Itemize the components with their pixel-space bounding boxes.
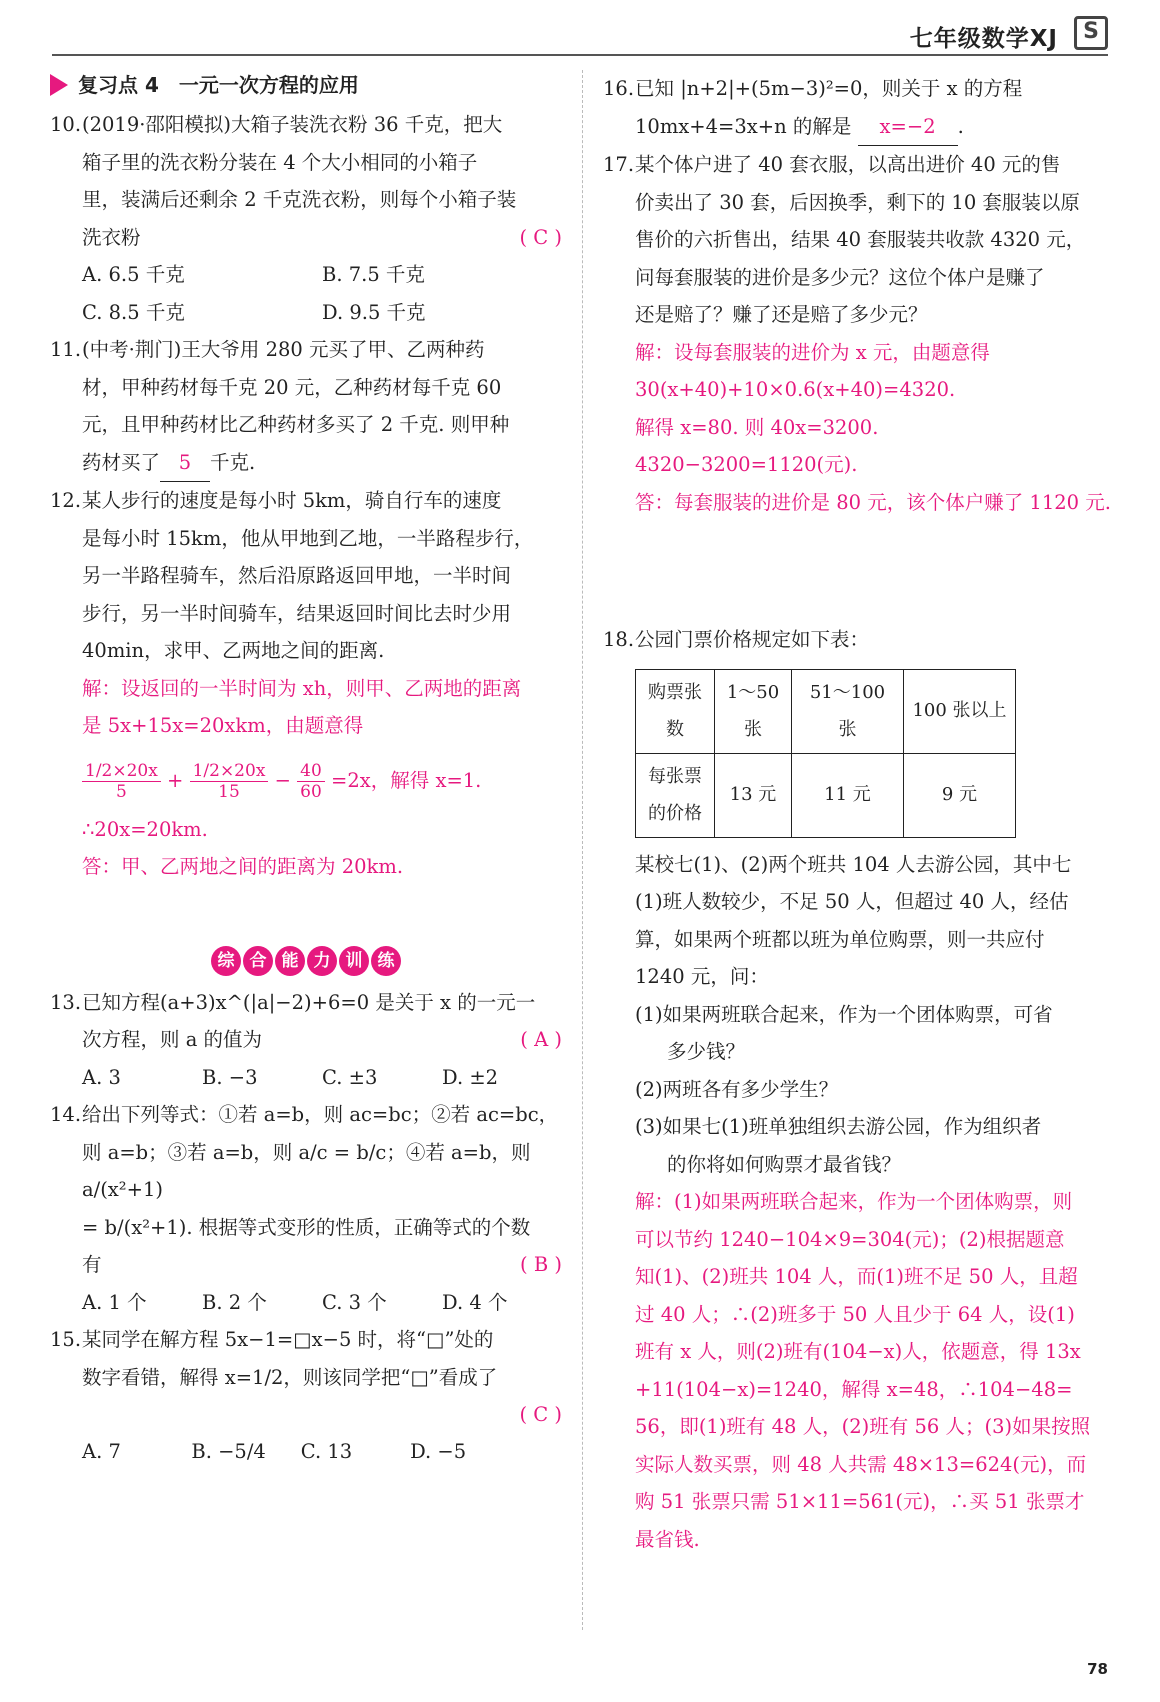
question-13: 13.已知方程(a+3)x^(|a|−2)+6=0 是关于 x 的一元一 次方程，则 a 的值为 ( A ) A. 3 B. −3 C. ±3 D. ±2 [50, 984, 562, 1097]
table-cell: 每张票的价格 [636, 753, 715, 837]
answer-15: ( C ) [519, 1403, 562, 1426]
question-15: 15.某同学在解方程 5x−1=□x−5 时，将“□”处的 数字看错，解得 x=1/2，则该同学把“□”看成了 ( C ) A. 7 B. −5/4 C. 13 D. −5 [50, 1321, 562, 1471]
table-header-cell: 51～100 张 [792, 669, 904, 753]
answer-blank-11: 5 [160, 444, 210, 483]
options-14: A. 1 个 B. 2 个 C. 3 个 D. 4 个 [82, 1290, 508, 1314]
equation-12: $\frac{1/2\times 20x}{5}$ + $\frac{1/2\times 20x}{15}$ − $\frac{40}{60}$ =2x，解得 x=1. [50, 751, 562, 811]
publisher-logo-icon: S [1074, 16, 1108, 50]
page-header [52, 14, 1108, 56]
right-column [603, 70, 1113, 1558]
table-header-cell: 1～50 张 [715, 669, 792, 753]
table-cell: 13 元 [715, 753, 792, 837]
options-15: A. 7 B. −5/4 C. 13 D. −5 [82, 1440, 467, 1463]
left-column [50, 70, 562, 1471]
triangle-icon [50, 74, 68, 96]
question-11: 11.(中考·荆门)王大爷用 280 元买了甲、乙两种药 材，甲种药材每千克 20 元，乙种药材每千克 60 元，且甲种药材比乙种药材多买了 2 千克. 则甲种 药材买了 5 千克. [50, 331, 562, 482]
page-number: 78 [1087, 1660, 1108, 1678]
question-10: 10.(2019·邵阳模拟)大箱子装洗衣粉 36 千克，把大 箱子里的洗衣粉分装在 4 个大小相同的小箱子 里，装满后还剩余 2 千克洗衣粉，则每个小箱子装 洗衣粉 ( C ) A. 6.5 千克 B. 7.5 千克 C. 8.5 千克 D. 9.5 千克 [50, 113, 562, 324]
table-cell: 9 元 [904, 753, 1016, 837]
answer-blank-16: x=−2 [858, 108, 958, 147]
question-14: 14.给出下列等式：①若 a=b，则 ac=bc；②若 ac=bc， 则 a=b；③若 a=b，则 a/c = b/c；④若 a=b，则 a/(x²+1) = b/(x²+1). 根据等式变形的性质，正确等式的个数 有 ( B ) A. 1 个 B. 2 个 C. 3 个 D. 4 个 [50, 1096, 562, 1321]
comprehensive-training-badge: 综 合 能 力 训 练 [50, 946, 562, 976]
solution-17: 解：设每套服装的进价为 x 元，由题意得 [635, 340, 990, 364]
table-header-cell: 购票张数 [636, 669, 715, 753]
options-10: A. 6.5 千克 B. 7.5 千克 [82, 263, 425, 286]
solution-18: 解：(1)如果两班联合起来，作为一个团体购票，则 [635, 1190, 1073, 1213]
answer-14: ( B ) [520, 1253, 562, 1276]
section-heading: 复习点 4 一元一次方程的应用 [50, 70, 562, 100]
column-divider [582, 70, 583, 1630]
question-16: 16.已知 |n+2|+(5m−3)²=0，则关于 x 的方程 10mx+4=3x+n 的解是 x=−2 . [603, 70, 1113, 146]
question-18: 18.公园门票价格规定如下表： 购票张数 1～50 张 51～100 张 100 张以上 每张票的价格 13 元 11 元 9 元 某校七(1)、(2)两个班共 104 人去游公园，其中七 (1)班人数较少，不足 50 人，但超过 40 人，经估 算，如果两个班都以班为单位购票，则一共应付 1240 元，问： (1)如果两班联合起来，作为一个团体购票，可省 多少钱？ (2)两班各有多少学生？ (3)如果七(1)班单独组织去游公园，作为组织者 的你将如何购票才最省钱？ 解：(1)如果两班联合起来，作为一个团体购票，则 可以节约 1240−104×9=304(元)；(2)根据题意 知(1)、(2)班共 104 人，而(1)班不足 50 人，且超 过 40 人；∴(2)班多于 50 人且少于 64 人，设(1) 班有 x 人，则(2)班有(104−x)人，依题意，得 13x +11(104−x)=1240，解得 x=48，∴104−48= 56，即(1)班有 48 人，(2)班有 56 人；(3)如果按照 实际人数买票，则 48 人共需 48×13=624(元)，而 购 51 张票只需 51×11=561(元)，∴买 51 张票才 最省钱. [603, 621, 1113, 1558]
question-17: 17.某个体户进了 40 套衣服，以高出进价 40 元的售 价卖出了 30 套，后因换季，剩下的 10 套服装以原 售价的六折售出，结果 40 套服装共收款 4320 元， 问每套服装的进价是多少元？这位个体户是赚了 还是赔了？赚了还是赔了多少元？ 解：设每套服装的进价为 x 元，由题意得 30(x+40)+10×0.6(x+40)=4320. 解得 x=80. 则 40x=3200. 4320−3200=1120(元). 答：每套服装的进价是 80 元，该个体户赚了 1120 元. [603, 146, 1113, 521]
answer-13: ( A ) [520, 1028, 562, 1051]
question-12: 12.某人步行的速度是每小时 5km，骑自行车的速度 是每小时 15km，他从甲地到乙地，一半路程步行， 另一半路程骑车，然后沿原路返回甲地，一半时间 步行，另一半时间骑车，结果返回时间比去时少用 40min，求甲、乙两地之间的距离. 解：设返回的一半时间为 xh，则甲、乙两地的距离 是 5x+15x=20xkm，由题意得 $\frac{1/2\times 20x}{5}$ + $\frac{1/2\times 20x}{15}$ − $\frac{40}{60}$ =2x，解得 x=1. ∴20x=20km. 答：甲、乙两地之间的距离为 20km. [50, 482, 562, 886]
options-13: A. 3 B. −3 C. ±3 D. ±2 [82, 1065, 499, 1089]
book-title: 七年级数学XJ [909, 26, 1058, 52]
solution-12: 解：设返回的一半时间为 xh，则甲、乙两地的距离 [82, 676, 522, 700]
table-header-cell: 100 张以上 [904, 669, 1016, 753]
table-cell: 11 元 [792, 753, 904, 837]
price-table [635, 669, 1016, 838]
answer-10: ( C ) [519, 225, 562, 249]
